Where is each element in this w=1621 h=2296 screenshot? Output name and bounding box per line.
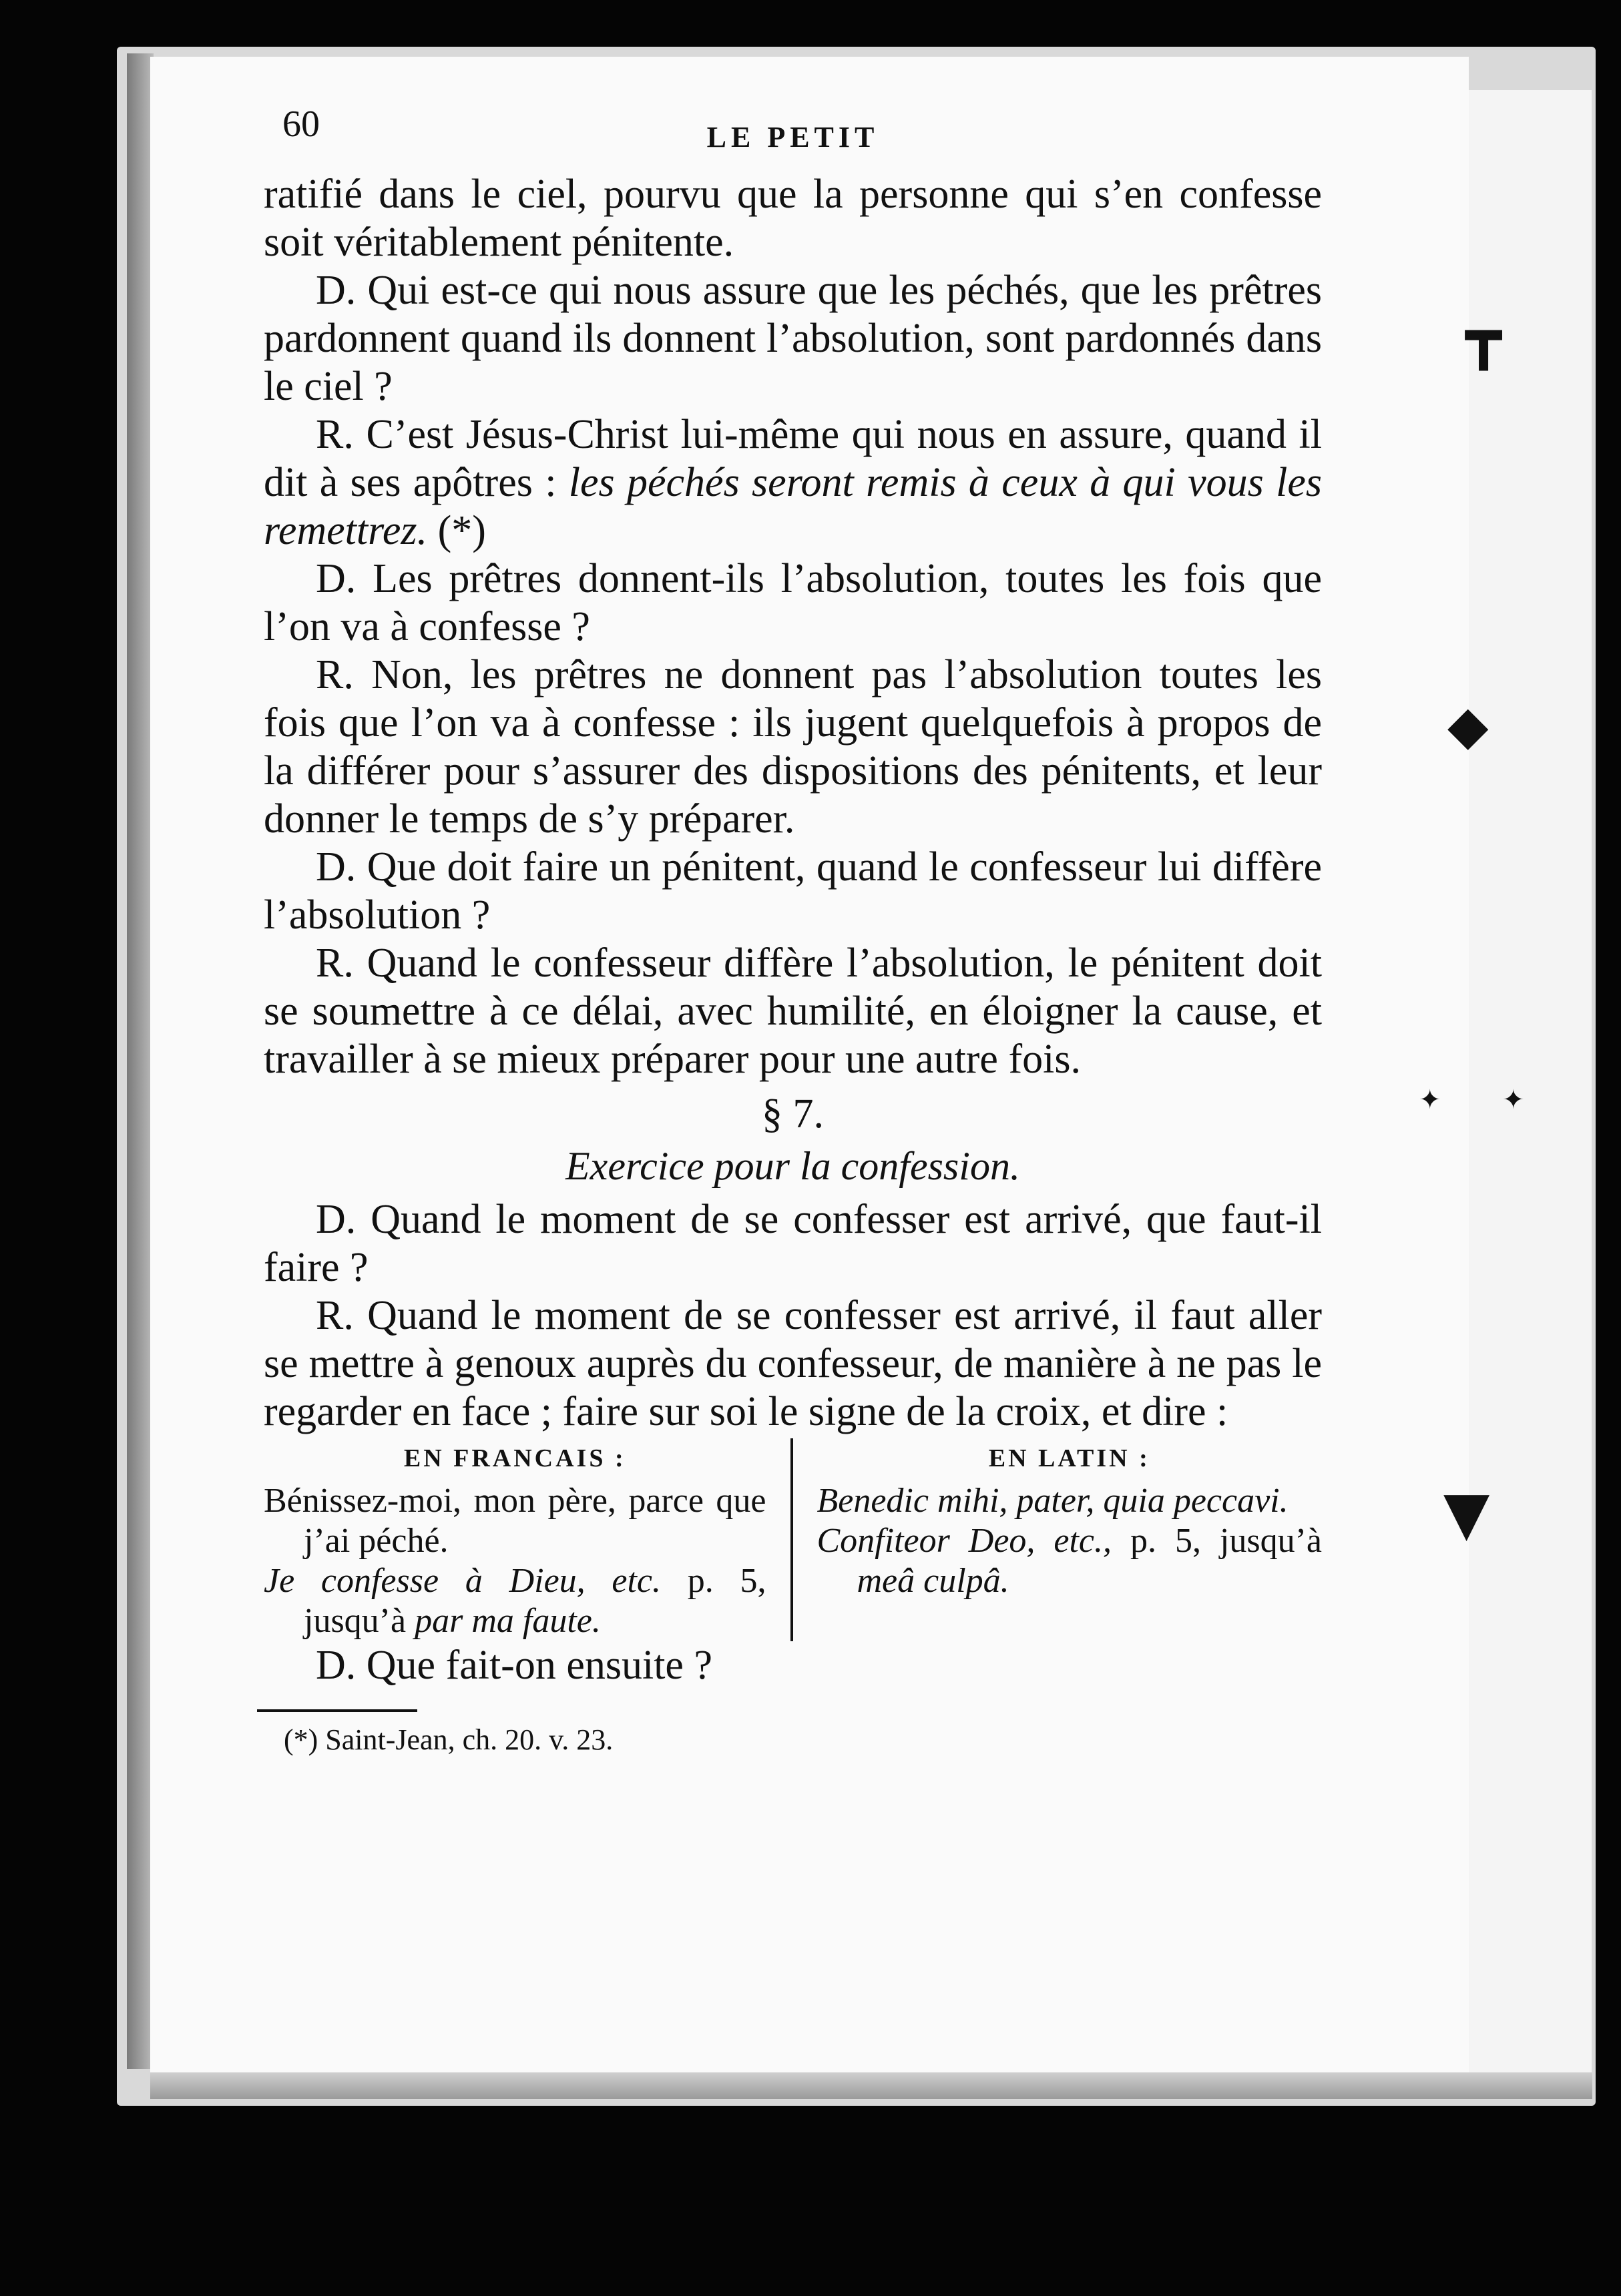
scan-speck-icon: ◆ (1447, 694, 1489, 756)
page-header (264, 100, 1322, 164)
question: D. Que doit faire un pénitent, quand le confesseur lui diffère l’absolution ? (264, 844, 1322, 938)
prayer-text: p. 5, jusqu’à (304, 1562, 766, 1640)
prayer-italic: Confiteor Deo, etc., (817, 1522, 1112, 1560)
column-heading: EN LATIN : (988, 1444, 1150, 1472)
answer-text: R. C’est Jésus-Christ lui-même qui nous en assure, quand il dit à ses apôtres : (264, 412, 1322, 505)
scan-speck-icon: ┳ (1465, 300, 1502, 370)
footnote-ref: (*) (427, 508, 486, 553)
page-content (264, 100, 1322, 1757)
prayer-line (817, 1481, 1323, 1521)
scan-speck-icon: ✦ (1502, 1085, 1525, 1115)
prayer-italic: Je confesse à Dieu, etc. (264, 1562, 661, 1600)
question: D. Les prêtres donnent-ils l’absolution, toutes les fois que l’on va à confesse ? (264, 556, 1322, 649)
prayer-line (817, 1521, 1323, 1601)
prayer-columns (264, 1438, 1322, 1641)
answer: R. Quand le confesseur diffère l’absolution, le pénitent doit se soumettre à ce délai, avec humilité, en éloigner la cause, et travailler à se mieux préparer pour une autre fois. (264, 940, 1322, 1082)
section-title: Exercice pour la confession. (565, 1144, 1020, 1188)
footnote-rule (257, 1709, 417, 1712)
footnote: (*) Saint-Jean, ch. 20. v. 23. (284, 1723, 614, 1756)
prayer-italic: par ma faute. (415, 1602, 601, 1640)
french-column (264, 1438, 793, 1641)
scan-speck-icon: ▼ (1443, 1478, 1490, 1548)
question: D. Que fait-on ensuite ? (316, 1643, 712, 1688)
answer: R. Quand le moment de se confesser est arrivé, il faut aller se mettre à genoux auprès du confesseur, de manière à ne pas le regarder en face ; faire sur soi le signe de la croix, et dire : (264, 1293, 1322, 1434)
spine-shadow (127, 53, 154, 2069)
answer: R. Non, les prêtres ne donnent pas l’absolution toutes les fois que l’on va à confesse : ils jugent quelquefois à propos de la différer pour s’assurer des dispositions des pénitents, et leur donner le temps de s’y préparer. (264, 652, 1322, 842)
prayer-line (264, 1561, 766, 1641)
column-heading: EN FRANCAIS : (403, 1444, 626, 1472)
scan-speck-icon: ✦ (1419, 1085, 1441, 1115)
running-head: LE PETIT (706, 121, 879, 154)
prayer-text: p. 5, jusqu’à (1112, 1522, 1322, 1560)
page-stack-edge (150, 2072, 1592, 2099)
prayer-italic: meâ culpâ. (857, 1562, 1009, 1600)
prayer-italic: Benedic mihi, pater, quia peccavi. (817, 1482, 1289, 1520)
prayer-line: Bénissez-moi, mon père, parce que j’ai péché. (264, 1482, 766, 1560)
scripture-quote: les péchés seront remis à ceux à qui vous les remettrez. (264, 460, 1322, 553)
question: D. Quand le moment de se confesser est arrivé, que faut-il faire ? (264, 1197, 1322, 1290)
page-number: 60 (282, 103, 320, 145)
paragraph: ratifié dans le ciel, pourvu que la personne qui s’en confesse soit véritablement pénitente. (264, 172, 1322, 265)
question: D. Qui est-ce qui nous assure que les péchés, que les prêtres pardonnent quand ils donnent l’absolution, sont pardonnés dans le ciel ? (264, 268, 1322, 409)
section-number: § 7. (762, 1091, 824, 1137)
latin-column (793, 1438, 1323, 1641)
answer (264, 410, 1322, 555)
